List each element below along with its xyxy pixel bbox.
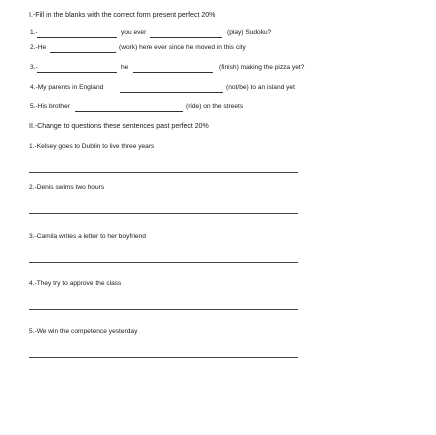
- fill-item-4-number: 4.-My parents in England: [30, 84, 104, 91]
- fill-item-3-number: 3.-: [30, 64, 38, 71]
- fill-item-2-blank[interactable]: [50, 52, 116, 53]
- fill-item-5-text: (ride) on the streets: [186, 103, 244, 110]
- fill-item-1-number: 1.-: [30, 29, 38, 36]
- question-item-4: 4.-They try to approve the class: [29, 280, 122, 287]
- fill-item-5-blank[interactable]: [75, 111, 183, 112]
- section-1-title: I.-Fill in the blanks with the correct form present perfect 20%: [29, 12, 216, 19]
- question-item-2: 2.-Denis swims two hours: [29, 184, 105, 191]
- fill-item-3-blank-b[interactable]: [133, 72, 213, 73]
- fill-item-5-number: 5.-His brother: [30, 103, 70, 110]
- fill-item-3-blank-a[interactable]: [37, 72, 117, 73]
- fill-item-1-text-b: (play) Sudoku?: [227, 29, 272, 36]
- answer-line-3[interactable]: [29, 262, 298, 263]
- fill-item-1-blank-b[interactable]: [150, 37, 222, 38]
- fill-item-1-blank-a[interactable]: [37, 37, 117, 38]
- question-item-5: 5.-We win the competence yesterday: [29, 328, 138, 335]
- question-item-3: 3.-Camila writes a letter to her boyfriend: [29, 233, 146, 240]
- fill-item-4-blank[interactable]: [120, 92, 223, 93]
- fill-item-2-number: 2.-He: [30, 44, 47, 51]
- answer-line-1[interactable]: [29, 172, 298, 173]
- answer-line-4[interactable]: [29, 309, 298, 310]
- fill-item-3-text-b: (finish) making the pizza yet?: [219, 64, 305, 71]
- fill-item-1-text-a: you ever: [121, 29, 147, 36]
- fill-item-3-text-a: he: [121, 64, 129, 71]
- fill-item-2-text: (work) here ever since he moved in this city: [119, 44, 246, 51]
- answer-line-2[interactable]: [29, 213, 298, 214]
- answer-line-5[interactable]: [29, 357, 298, 358]
- section-2-title: II.-Change to questions these sentences past perfect 20%: [29, 123, 209, 130]
- question-item-1: 1.-Kelsey goes to Dublin to live three years: [29, 143, 155, 150]
- fill-item-4-text: (not/be) to an island yet: [226, 84, 295, 91]
